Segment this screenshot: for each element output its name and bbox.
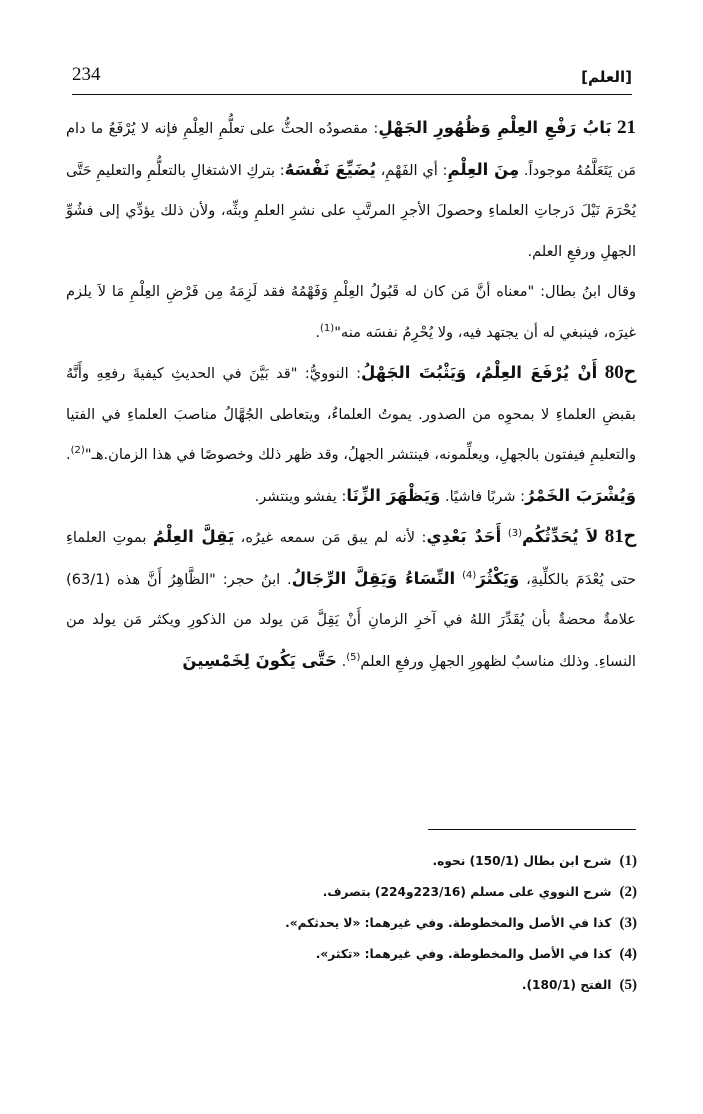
footnote <box>300 970 637 1001</box>
paragraph-1 <box>66 108 636 272</box>
hadith-term: وَيُشْرَبَ الخَمْرُ <box>525 485 636 505</box>
footnote-ref: (5) <box>346 651 361 663</box>
text-segment: : بتركِ الاشتغالِ بالتعلُّمِ والتعليمِ حَتَّى يُحْرَمَ نَيْلَ دَرجاتِ العلماءِ وحصولَ الأجرِ المرتَّبِ على نشرِ العلمِ وبثِّه، ولأن ذلك يؤدِّي إلى فشُوِّ الجهلِ ورفعِ العلم. <box>66 161 636 260</box>
hadith-term: وَيَظْهَرَ الزِّنَا <box>346 485 441 505</box>
paragraph-2 <box>66 272 636 353</box>
chapter-number: 21 <box>617 117 637 138</box>
hadith-term: وَيَكْثُرَ <box>476 568 520 588</box>
section-title: [العلم] <box>581 68 632 86</box>
paragraph-4 <box>66 517 636 682</box>
hadith-term: النِّسَاءُ وَيَقِلَّ الرِّجَالُ <box>291 568 456 588</box>
text-segment: : لأنه لم يبق مَن سمعه غيرُه، <box>240 529 427 546</box>
footnote-ref: (1) <box>320 322 335 334</box>
footnote-number: (3) <box>619 915 637 931</box>
paragraph-3 <box>66 353 636 517</box>
text-segment: بموتِ العلماءِ حتى يُعْدَمَ بالكلِّيةِ، <box>66 529 637 588</box>
text-segment: وقال ابنُ بطال: "معناه أنَّ مَن كان له قَبُولُ العِلْمِ وَفَهْمُهُ فقد لَزِمَهُ مِن فَرْضِ العِلْمِ مَا لاَ يلزم غيرَه، فينبغي له أن يجتهد فيه، ولا يُحْرِمُ نفسَه منه" <box>66 283 636 341</box>
hadith-term: مِنَ العِلْمِ <box>447 159 520 179</box>
hadith-term: أَنْ يُرْفَعَ العِلْمُ، وَيَثْبُتَ الجَهْلُ <box>361 363 598 382</box>
text-segment: : شربًا فاشيًا. <box>444 487 526 505</box>
header-rule <box>72 94 632 95</box>
text-segment: . <box>315 323 320 341</box>
footnote-number: (5) <box>619 977 637 993</box>
footnote <box>300 877 637 908</box>
footnotes <box>285 846 637 1001</box>
footnote-text: الفتح (180/1). <box>521 978 612 992</box>
main-text <box>66 108 636 682</box>
text-segment: : يفشو وينتشر. <box>254 487 347 505</box>
text-segment: : النوويُّ: "قد بَيَّنَ في الحديثِ كيفيةَ رفعِهِ وأَنَّهُ بقبضِ العلماءِ لا بمحوِه من الصدور. يموتُ العلماءُ، ويتعاطى الجُهَّالُ مناصبَ العلماءِ في الفتيا والتعليمِ فيفتون بالجهلِ، ويعلِّمونه، فينتشر الجهلُ، وقد ظهر ذلك وخصوصًا في هذا الزمان.هـ" <box>66 365 636 463</box>
text-segment: . <box>66 446 71 463</box>
page-header <box>72 62 632 92</box>
hadith-term: لاَ يُحَدِّثُكُم <box>522 527 599 546</box>
hadith-term: حَتَّى يَكُونَ لِخَمْسِينَ <box>182 650 337 670</box>
footnote-ref: (4) <box>462 569 477 581</box>
footnote-text: شرح النووي على مسلم (223/16و224) بتصرف. <box>322 885 612 899</box>
footnote-text: شرح ابن بطال (150/1) نحوه. <box>432 854 612 868</box>
footnote-divider <box>428 829 636 830</box>
text-segment: : أي الفَهْمِ، <box>380 161 448 179</box>
hadith-term: يُضَيِّعَ نَفْسَهُ <box>284 159 376 179</box>
footnote-ref: (3) <box>507 528 522 540</box>
footnote <box>300 846 637 877</box>
footnote <box>300 939 637 970</box>
hadith-number: ح80 <box>604 362 636 383</box>
hadith-term: أَحَدٌ بَعْدِي <box>426 527 502 546</box>
chapter-title: بَابُ رَفْعِ العِلْمِ وَظُهُورِ الجَهْلِ <box>378 118 612 137</box>
text-segment: . ابنُ حجر: "الظَّاهِرُ أَنَّ هذه (63/1) علامةٌ محضةٌ بأن يُقَدِّرَ اللهُ في آخرِ الزمانِ أَنْ يَقِلَّ مَن يولد من الذكورِ ويكثر مَن يولد من النساءِ. وذلك مناسبٌ لظهورِ الجهلِ ورفعِ العلم <box>66 570 636 670</box>
text-segment: : مقصودُه الحثُّ على تعلُّمِ العِلْمِ فإنه لا يُرْفَعُ ما دام مَن يَتَعَلَّمُهُ موجوداً. <box>66 120 637 179</box>
page-number: 234 <box>72 64 101 85</box>
footnote-number: (4) <box>619 946 637 962</box>
hadith-number: ح81 <box>604 526 637 547</box>
footnote-ref: (2) <box>70 445 85 457</box>
footnote-number: (1) <box>619 853 637 869</box>
hadith-term: يَقِلَّ العِلْمُ <box>152 527 235 546</box>
footnote <box>285 908 637 939</box>
footnote-text: كذا في الأصل والمخطوطة. وفي غيرهما: «لا يحدثكم». <box>285 916 612 930</box>
footnote-number: (2) <box>619 884 637 900</box>
footnote-text: كذا في الأصل والمخطوطة. وفي غيرهما: «تكثر». <box>315 947 612 961</box>
text-segment: . <box>341 652 347 670</box>
